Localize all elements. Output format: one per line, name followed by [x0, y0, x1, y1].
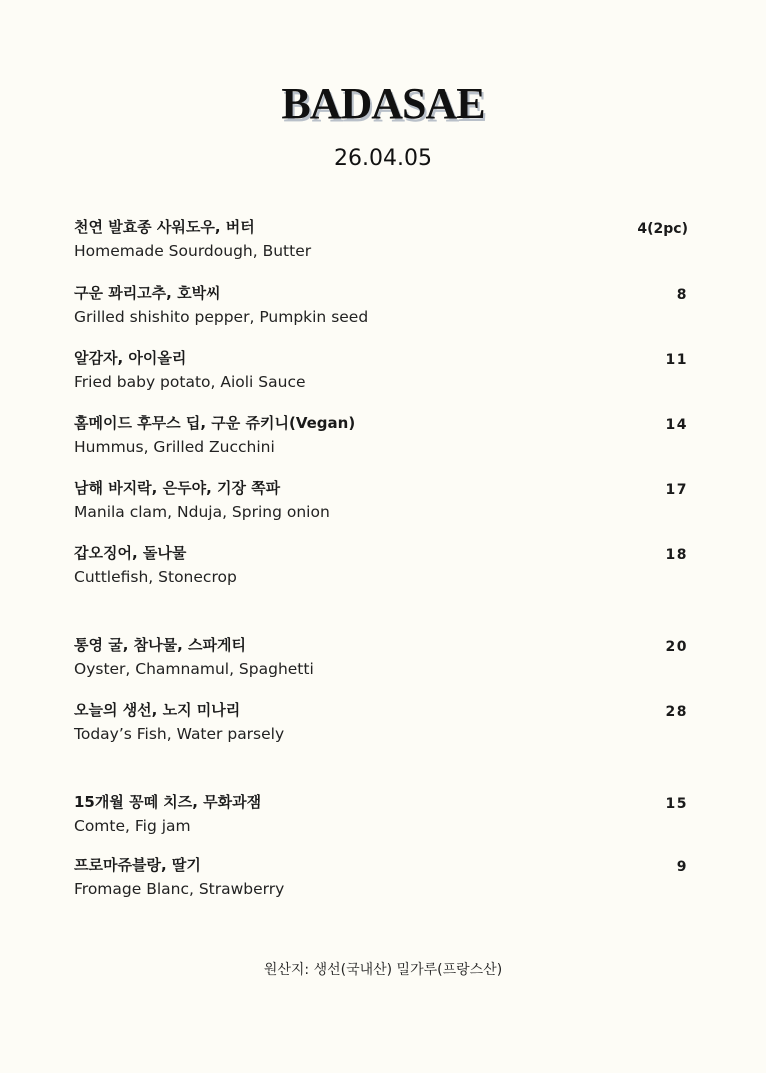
menu-item-sourdough — [74, 217, 688, 261]
menu-date: 26.04.05 — [334, 146, 432, 171]
menu-item-english-name: Today’s Fish, Water parsely — [74, 725, 285, 743]
menu-item-price: 9 — [676, 859, 688, 875]
menu-item-price: 17 — [665, 482, 688, 498]
menu-item-korean-name: 구운 꽈리고추, 호박씨 — [74, 284, 221, 302]
menu-item-korean-name: 통영 굴, 참나물, 스파게티 — [74, 636, 246, 654]
menu-item-potato — [74, 348, 688, 392]
menu-item-fromage-blanc — [74, 855, 688, 899]
menu-item-clam — [74, 478, 688, 522]
menu-item-english-name: Hummus, Grilled Zucchini — [74, 438, 275, 456]
menu-item-comte — [74, 792, 688, 836]
menu-item-english-name: Grilled shishito pepper, Pumpkin seed — [74, 308, 369, 326]
menu-item-cuttlefish — [74, 543, 688, 587]
menu-item-korean-name: 프로마쥬블랑, 딸기 — [74, 856, 201, 874]
menu-item-price: 20 — [665, 639, 688, 655]
menu-item-price: 28 — [665, 704, 688, 720]
menu-item-korean-name: 홈메이드 후무스 딥, 구운 쥬키니(Vegan) — [74, 414, 356, 432]
menu-item-price: 18 — [665, 547, 688, 563]
menu-item-hummus — [74, 413, 688, 457]
menu-item-oyster — [74, 635, 688, 679]
menu-item-fish — [74, 700, 688, 744]
menu-item-english-name: Fromage Blanc, Strawberry — [74, 880, 285, 898]
menu-item-korean-name: 천연 발효종 사워도우, 버터 — [74, 218, 255, 236]
menu-item-korean-name: 남해 바지락, 은두야, 기장 쪽파 — [74, 479, 281, 497]
menu-item-korean-name: 알감자, 아이올리 — [74, 349, 187, 367]
menu-item-english-name: Cuttlefish, Stonecrop — [74, 568, 237, 586]
menu-item-english-name: Manila clam, Nduja, Spring onion — [74, 503, 330, 521]
menu-item-english-name: Comte, Fig jam — [74, 817, 191, 835]
brand-logo: BADASAE — [281, 79, 485, 128]
menu-item-shishito — [74, 283, 688, 327]
menu-item-english-name: Fried baby potato, Aioli Sauce — [74, 373, 306, 391]
menu-item-korean-name: 갑오징어, 돌나물 — [74, 544, 187, 562]
menu-item-price: 4(2pc) — [637, 221, 688, 237]
menu-item-english-name: Oyster, Chamnamul, Spaghetti — [74, 660, 314, 678]
menu-item-price: 11 — [665, 352, 688, 368]
origin-note: 원산지: 생선(국내산) 밀가루(프랑스산) — [263, 962, 503, 978]
menu-item-english-name: Homemade Sourdough, Butter — [74, 242, 312, 260]
menu-item-price: 14 — [665, 417, 688, 433]
menu-item-price: 8 — [676, 287, 688, 303]
menu-item-price: 15 — [665, 796, 688, 812]
menu-item-korean-name: 오늘의 생선, 노지 미나리 — [74, 701, 241, 719]
menu-item-korean-name: 15개월 꽁떼 치즈, 무화과잼 — [74, 793, 262, 811]
